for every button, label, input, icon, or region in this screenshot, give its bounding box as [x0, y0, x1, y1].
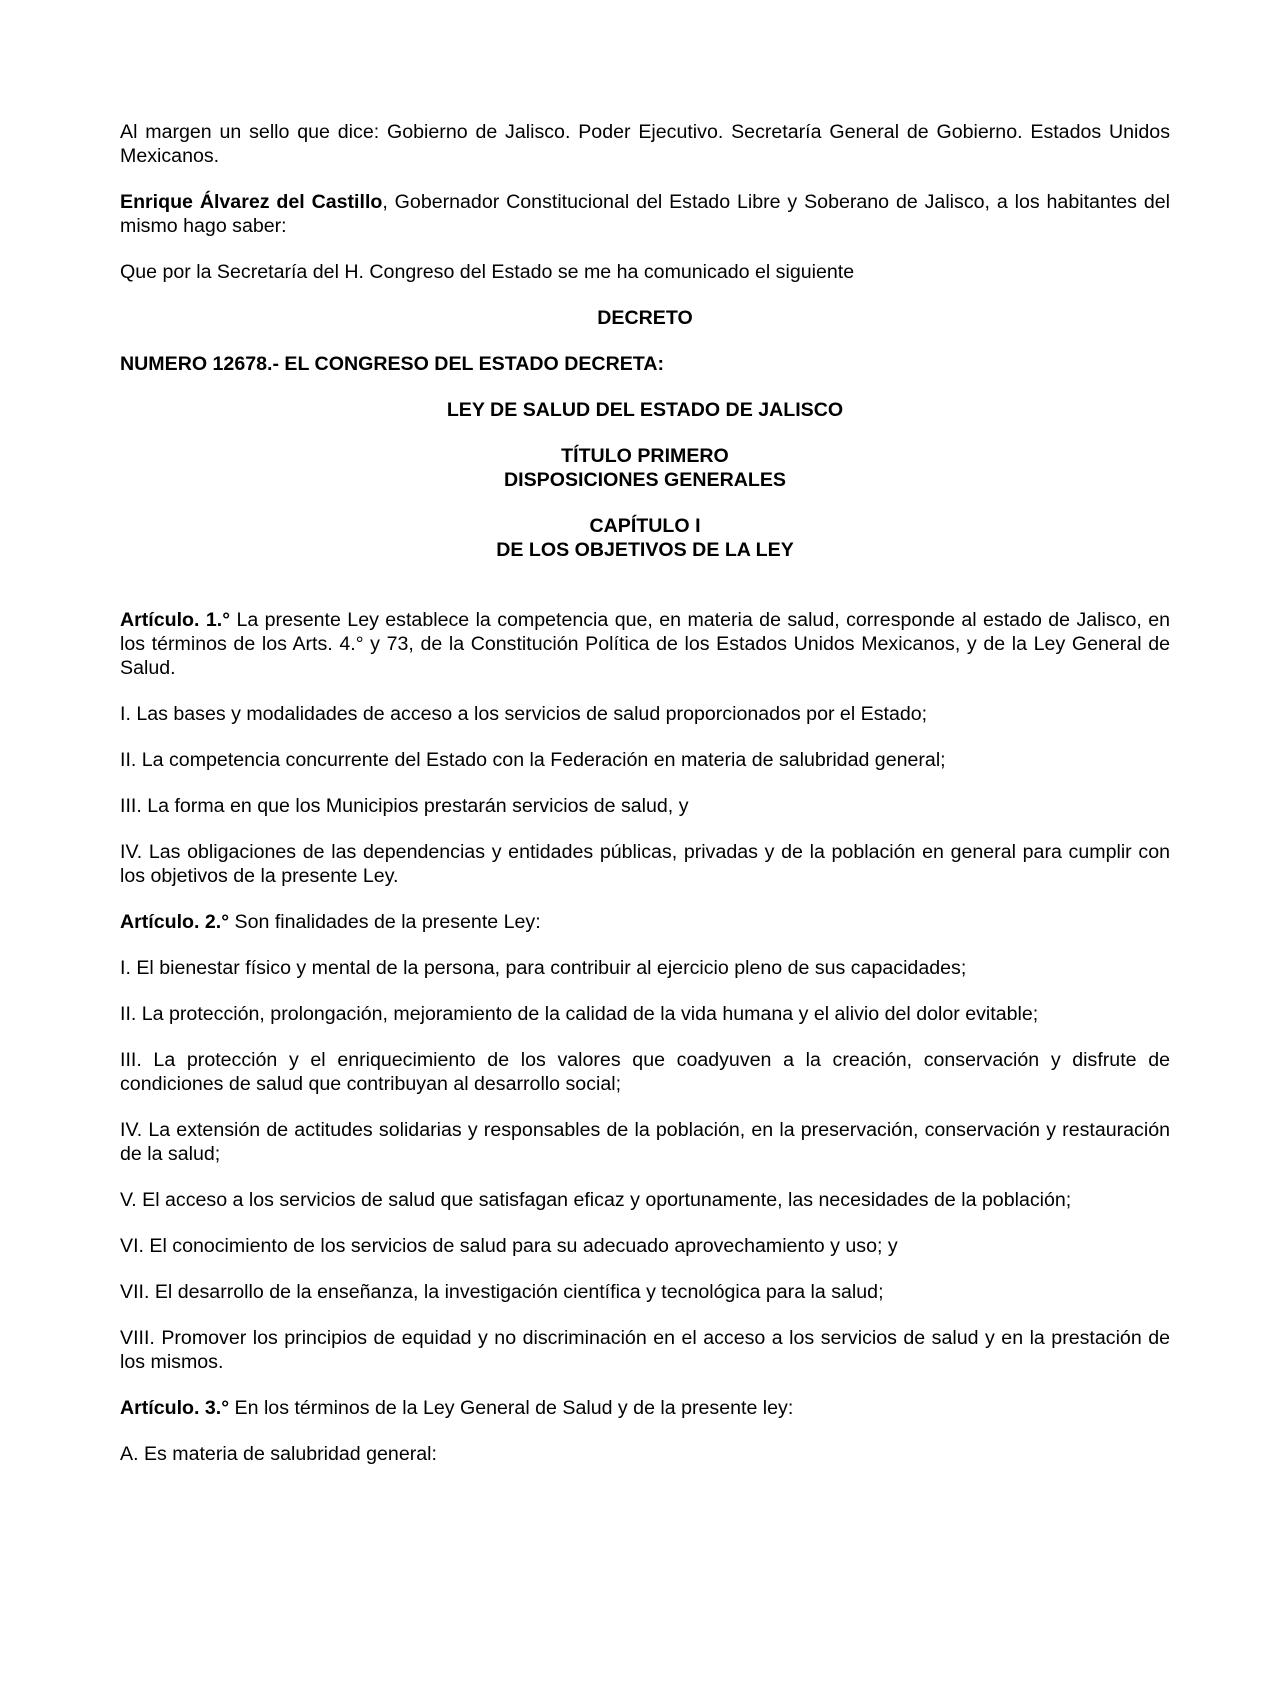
seal-paragraph: Al margen un sello que dice: Gobierno de Jalisco. Poder Ejecutivo. Secretaría General de Gobierno. Estados Unidos Mexicanos. — [120, 121, 1170, 167]
article-2-item: VI. El conocimiento de los servicios de salud para su adecuado aprovechamiento y uso; y — [120, 1235, 898, 1257]
document-page — [120, 120, 1170, 1466]
governor-paragraph — [120, 190, 1170, 238]
governor-text: , Gobernador Constitucional del Estado Libre y Soberano de Jalisco, a los habitantes del mismo hago saber: — [120, 191, 1170, 237]
article-2-item: I. El bienestar físico y mental de la persona, para contribuir al ejercicio pleno de sus capacidades; — [120, 957, 967, 979]
article-1-item: I. Las bases y modalidades de acceso a los servicios de salud proporcionados por el Estado; — [120, 703, 928, 725]
title-name-heading: DISPOSICIONES GENERALES — [504, 469, 786, 491]
governor-name: Enrique Álvarez del Castillo — [120, 191, 383, 213]
article-3-text: En los términos de la Ley General de Salud y de la presente ley: — [229, 1397, 794, 1419]
article-2-item: VII. El desarrollo de la enseñanza, la investigación científica y tecnológica para la salud; — [120, 1281, 884, 1303]
article-2-item: IV. La extensión de actitudes solidarias y responsables de la población, en la preservación, conservación y restauración de la salud; — [120, 1119, 1170, 1165]
decree-number-heading: NUMERO 12678.- EL CONGRESO DEL ESTADO DECRETA: — [120, 353, 664, 375]
article-2-label: Artículo. 2.° — [120, 911, 230, 933]
article-1-paragraph — [120, 608, 1170, 680]
article-2-item: II. La protección, prolongación, mejoramiento de la calidad de la vida humana y el alivio del dolor evitable; — [120, 1003, 1039, 1025]
article-3-paragraph — [120, 1396, 1170, 1420]
article-2-paragraph — [120, 910, 1170, 934]
chapter-name-heading: DE LOS OBJETIVOS DE LA LEY — [496, 539, 794, 561]
article-3-item: A. Es materia de salubridad general: — [120, 1443, 437, 1465]
article-1-item: III. La forma en que los Municipios prestarán servicios de salud, y — [120, 795, 689, 817]
article-2-item: V. El acceso a los servicios de salud que satisfagan eficaz y oportunamente, las necesidades de la población; — [120, 1189, 1072, 1211]
article-1-item: IV. Las obligaciones de las dependencias y entidades públicas, privadas y de la población en general para cumplir con los objetivos de la presente Ley. — [120, 841, 1170, 887]
article-1-text: La presente Ley establece la competencia que, en materia de salud, corresponde al estado de Jalisco, en los términos de los Arts. 4.° y 73, de la Constitución Política de los Estados Unidos Mexicanos, y de la Ley General de Salud. — [120, 609, 1170, 679]
article-1-item: II. La competencia concurrente del Estado con la Federación en materia de salubridad general; — [120, 749, 946, 771]
article-2-item: VIII. Promover los principios de equidad y no discriminación en el acceso a los servicios de salud y en la prestación de los mismos. — [120, 1327, 1170, 1373]
chapter-heading: CAPÍTULO I — [589, 515, 701, 537]
article-1-label: Artículo. 1.° — [120, 609, 231, 631]
article-3-label: Artículo. 3.° — [120, 1397, 230, 1419]
communication-paragraph: Que por la Secretaría del H. Congreso del Estado se me ha comunicado el siguiente — [120, 261, 855, 283]
decreto-heading: DECRETO — [597, 307, 693, 329]
article-2-text: Son finalidades de la presente Ley: — [229, 911, 541, 933]
article-2-item: III. La protección y el enriquecimiento de los valores que coadyuven a la creación, conservación y disfrute de condiciones de salud que contribuyan al desarrollo social; — [120, 1049, 1170, 1095]
law-title-heading: LEY DE SALUD DEL ESTADO DE JALISCO — [446, 399, 844, 421]
title-heading: TÍTULO PRIMERO — [561, 445, 729, 467]
